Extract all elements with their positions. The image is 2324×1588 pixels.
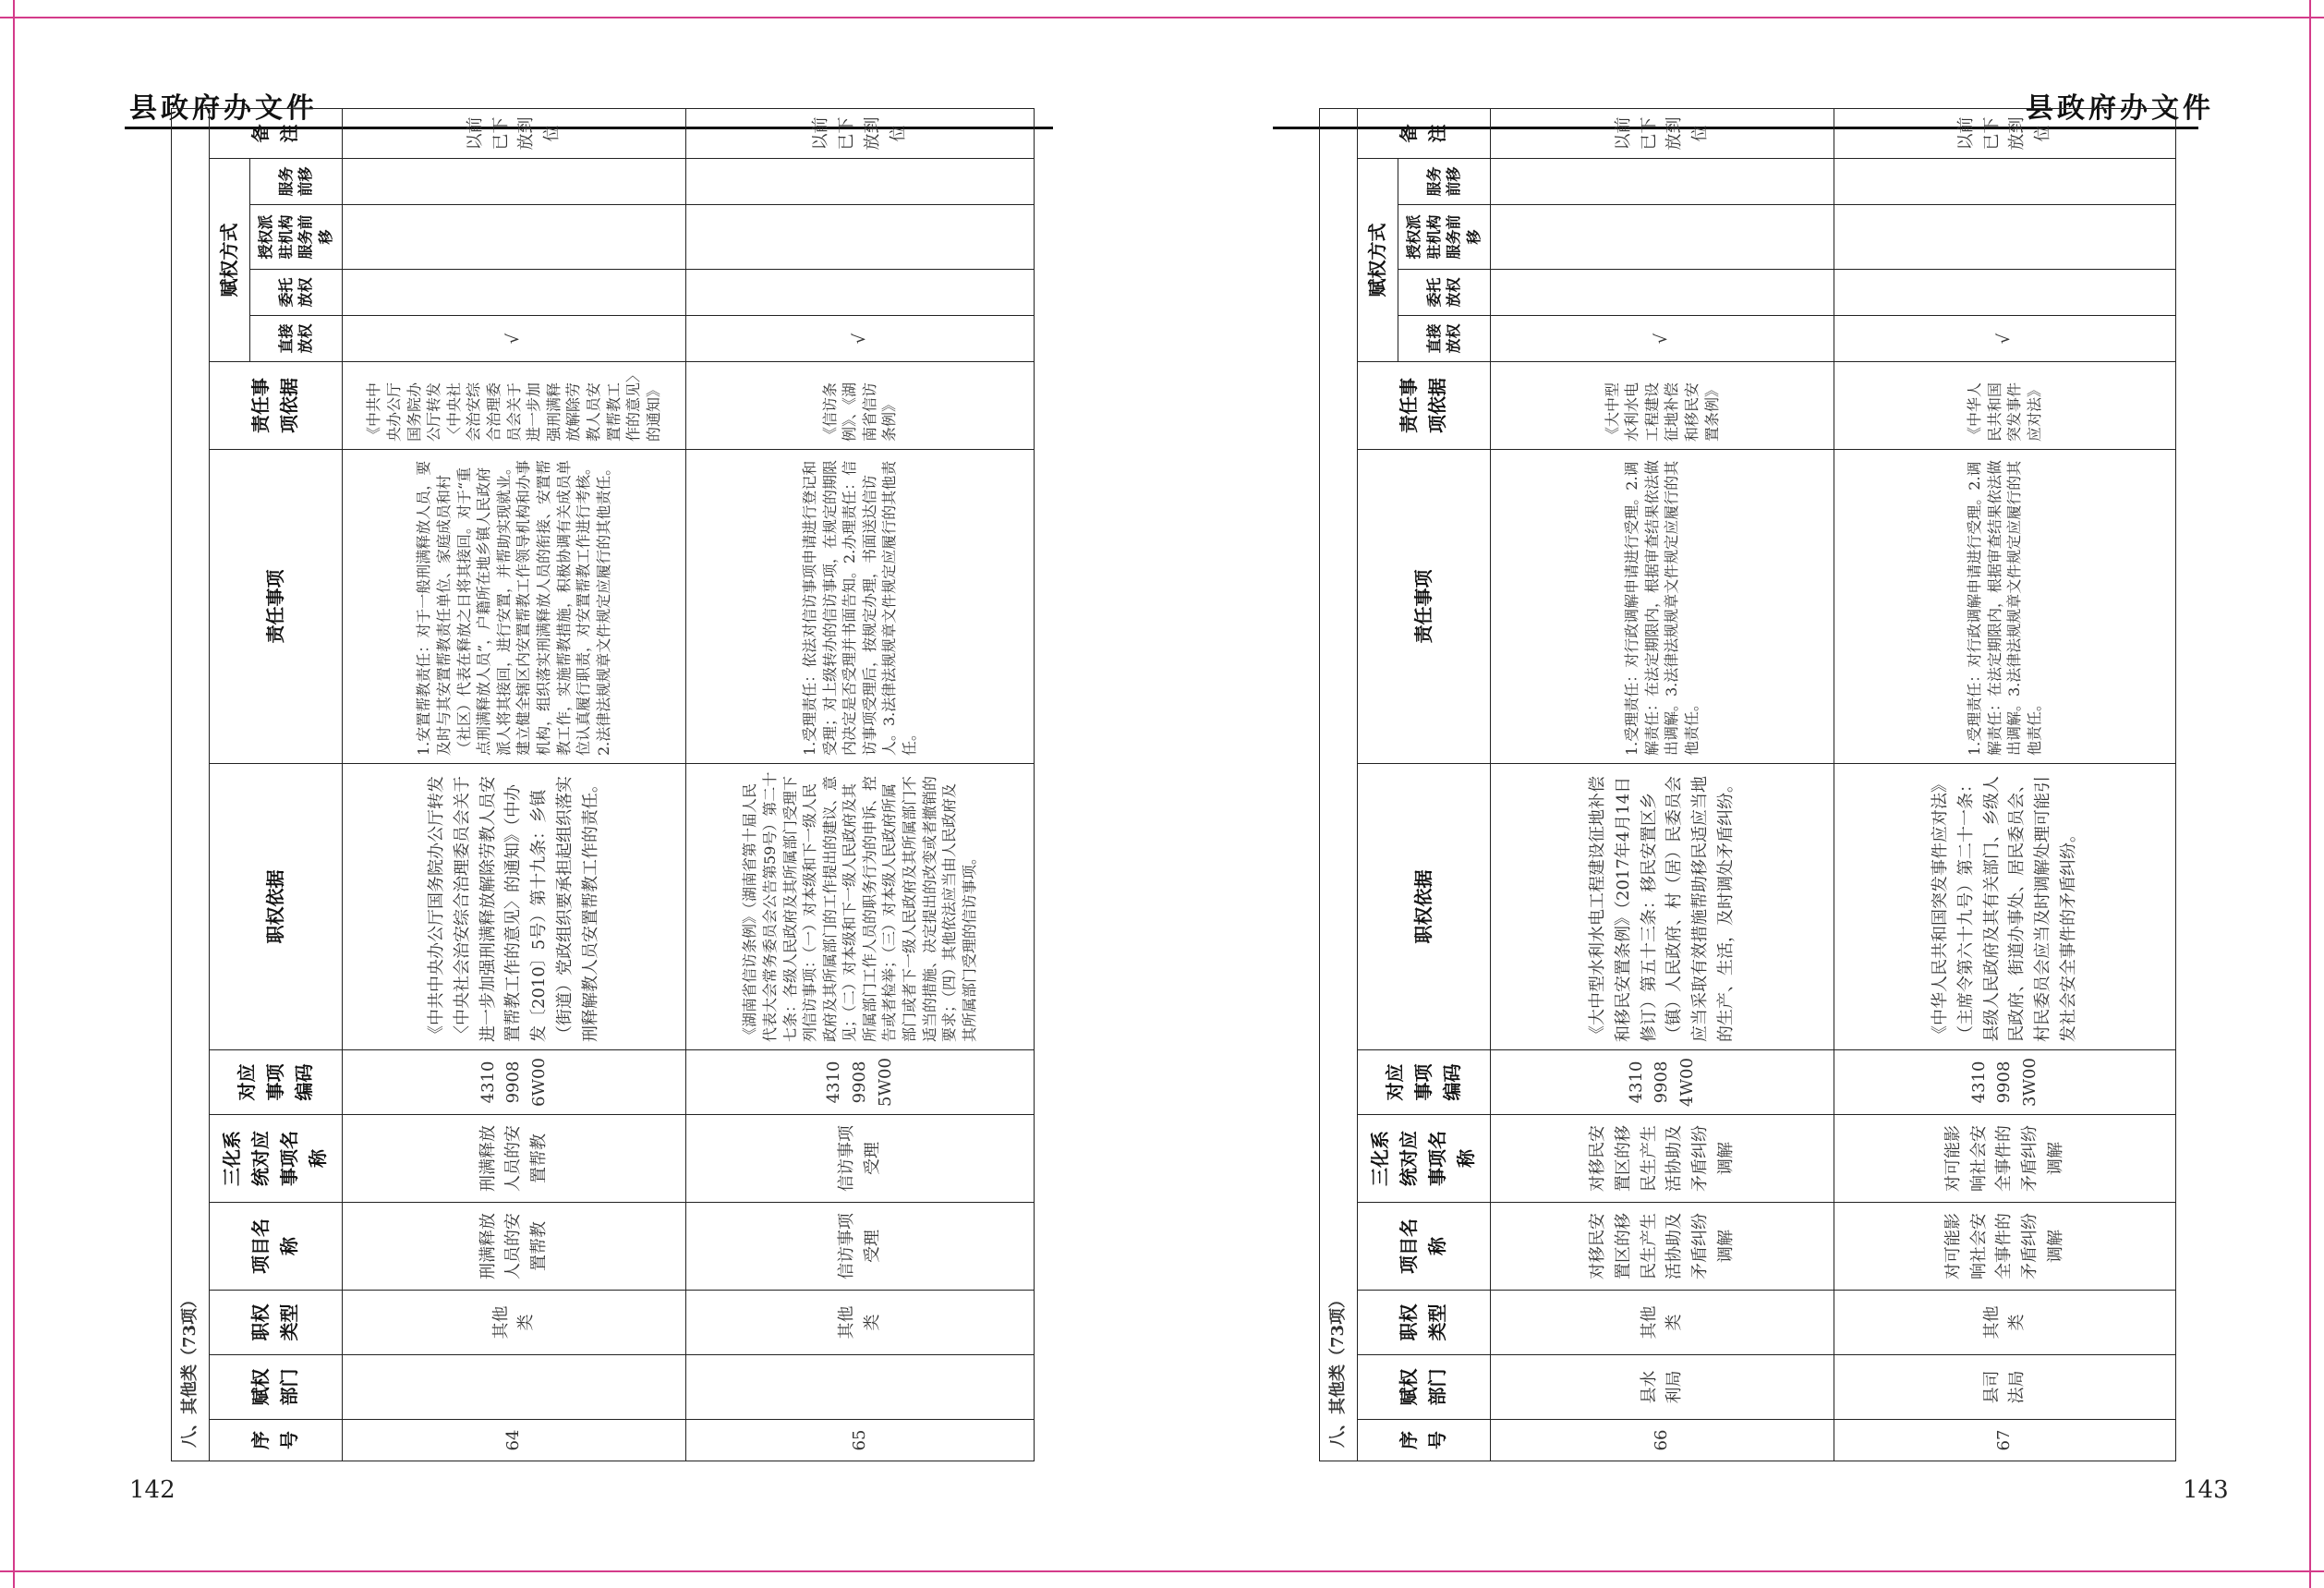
table-row (1490, 109, 1834, 1461)
section-title: 八、其他类（73项） (172, 109, 210, 1461)
row-duty: 1.受理责任：对行政调解申请进行受理。2.调解责任：在法定期限内，根据审查结果依法做出调解。3.法律法规规章文件规定应履行的其他责任。 (1490, 450, 1834, 764)
row-entrust (685, 270, 1034, 316)
col-header-entrust: 委托放权 (249, 270, 342, 316)
row-note: 以前已下放到位 (342, 109, 685, 159)
col-header-name: 项目名称 (1357, 1203, 1490, 1291)
row-direct-check: √ (1490, 316, 1834, 362)
row-duty: 1.安置帮教责任：对于一般刑满释放人员，要及时与其安置帮教责任单位、家庭成员和村（社区）代表在释放之日将其接回。对于“重点刑满释放人员”，户籍所在地乡镇人民政府派人将其接回，进行安置，并帮助实现就业。建立健全辖区内安置帮教工作领导机构和办事机构，组织落实刑满释放人员的衔接、安置帮教工作，实施帮教措施，积极协调有关成员单位认真履行职责，对安置帮教工作进行考核。2.法律法规规章文件规定应履行的其他责任。 (342, 450, 685, 764)
col-header-duty-basis: 责任事项依据 (209, 362, 342, 450)
page-number: 143 (2183, 1476, 2229, 1504)
row-basis: 《中共中央办公厅国务院办公厅转发〈中央社会治安综合治理委员会关于进一步加强刑满释放解除劳教人员安置帮教工作的意见〉的通知》（中办发〔2010〕5号）第十九条：乡镇（街道）党政组织要承担起组织落实刑释解教人员安置帮教工作的责任。 (342, 764, 685, 1050)
row-duty-basis: 《中共中央办公厅国务院办公厅转发〈中央社会治安综合治理委员会关于进一步加强刑满释放解除劳教人员安置帮教工作的意见〉的通知》 (342, 362, 685, 450)
row-basis: 《中华人民共和国突发事件应对法》（主席令第六十九号）第二十一条：县级人民政府及其有关部门、乡级人民政府、街道办事处、居民委员会、村民委员会应当及时调解处理可能引发社会安全事件的矛盾纠纷。 (1834, 764, 2175, 1050)
col-header-note: 备注 (1357, 109, 1490, 159)
row-type: 其他类 (342, 1291, 685, 1355)
row-service (342, 159, 685, 205)
row-code: 43109908 3W00 (1834, 1050, 2175, 1115)
row-name: 对可能影响社会安全事件的矛盾纠纷调解 (1834, 1203, 2175, 1291)
col-header-dept: 赋权部门 (1357, 1355, 1490, 1420)
page-right (1162, 0, 2324, 1588)
row-seq: 67 (1834, 1420, 2175, 1461)
row-basis: 《大中型水利水电工程建设征地补偿和移民安置条例》（2017年4月14日修订）第五十三条：移民安置区乡（镇）人民政府、村（居）民委员会应当采取有效措施帮助移民适应当地的生产、生活，及时调处矛盾纠纷。 (1490, 764, 1834, 1050)
col-header-basis: 职权依据 (209, 764, 342, 1050)
row-duty: 1.受理责任：依法对信访事项申请进行登记和受理；对上级转办的信访事项，在规定的期限内决定是否受理并书面告知。2.办理责任：信访事项受理后，按规定办理，书面送达信访人。3.法律法规规章文件规定应履行的其他责任。 (685, 450, 1034, 764)
row-note: 以前已下放到位 (1834, 109, 2175, 159)
col-header-sys-name: 三化系统对应事项名称 (209, 1115, 342, 1203)
row-direct-check: √ (342, 316, 685, 362)
row-type: 其他类 (1490, 1291, 1834, 1355)
row-dept (342, 1355, 685, 1420)
row-sys-name: 对移民安置区的移民生产生活协助及矛盾纠纷调解 (1490, 1115, 1834, 1203)
row-sys-name: 刑满释放人员的安置帮教 (342, 1115, 685, 1203)
row-duty: 1.受理责任：对行政调解申请进行受理。2.调解责任：在法定期限内，根据审查结果依法做出调解。3.法律法规规章文件规定应履行的其他责任。 (1834, 450, 2175, 764)
row-station (342, 205, 685, 270)
row-duty-basis: 《中华人民共和国突发事件应对法》 (1834, 362, 2175, 450)
row-code: 431099084W00 (1490, 1050, 1834, 1115)
page-number: 142 (129, 1476, 176, 1504)
authority-table (171, 108, 1035, 1461)
col-header-name: 项目名称 (209, 1203, 342, 1291)
row-entrust (1490, 270, 1834, 316)
row-code: 43109908 5W00 (685, 1050, 1034, 1115)
col-header-service: 服务前移 (249, 159, 342, 205)
row-duty-basis: 《大中型水利水电工程建设征地补偿和移民安置条例》 (1490, 362, 1834, 450)
rotated-table-wrapper (171, 116, 1009, 1461)
row-dept: 县水利局 (1490, 1355, 1834, 1420)
col-header-dept: 赋权部门 (209, 1355, 342, 1420)
row-name: 刑满释放人员的安置帮教 (342, 1203, 685, 1291)
col-header-method: 赋权方式 (209, 159, 249, 362)
row-duty-basis: 《信访条例》、《湖南省信访条例》 (685, 362, 1034, 450)
col-header-direct: 直接放权 (1398, 316, 1490, 362)
row-service (1834, 159, 2175, 205)
col-header-duty: 责任事项 (209, 450, 342, 764)
col-header-type: 职权类型 (1357, 1291, 1490, 1355)
row-sys-name: 对可能影响社会安全事件的矛盾纠纷调解 (1834, 1115, 2175, 1203)
row-note: 以前已下放到位 (685, 109, 1034, 159)
col-header-duty-basis: 责任事项依据 (1357, 362, 1490, 450)
row-dept (685, 1355, 1034, 1420)
row-name: 对移民安置区的移民生产生活协助及矛盾纠纷调解 (1490, 1203, 1834, 1291)
row-station (685, 205, 1034, 270)
col-header-code: 对应事项编码 (209, 1050, 342, 1115)
authority-table (1319, 108, 2176, 1461)
col-header-code: 对应事项编码 (1357, 1050, 1490, 1115)
section-title: 八、其他类（73项） (1320, 109, 1358, 1461)
col-header-duty: 责任事项 (1357, 450, 1490, 764)
row-entrust (1834, 270, 2175, 316)
row-sys-name: 信访事项受理 (685, 1115, 1034, 1203)
col-header-note: 备注 (209, 109, 342, 159)
col-header-seq: 序号 (1357, 1420, 1490, 1461)
table-row (685, 109, 1034, 1461)
col-header-method: 赋权方式 (1357, 159, 1398, 362)
row-direct-check: √ (1834, 316, 2175, 362)
col-header-direct: 直接放权 (249, 316, 342, 362)
col-header-seq: 序号 (209, 1420, 342, 1461)
row-dept: 县司法局 (1834, 1355, 2175, 1420)
row-service (1490, 159, 1834, 205)
row-type: 其他类 (1834, 1291, 2175, 1355)
row-station (1490, 205, 1834, 270)
col-header-entrust: 委托放权 (1398, 270, 1490, 316)
row-service (685, 159, 1034, 205)
row-direct-check: √ (685, 316, 1034, 362)
table-row (342, 109, 685, 1461)
col-header-service: 服务前移 (1398, 159, 1490, 205)
row-seq: 64 (342, 1420, 685, 1461)
row-basis: 《湖南省信访条例》（湖南省第十届人民代表大会常务委员会公告第59号）第二十七条：各级人民政府及其所属部门受理下列信访事项：（一）对本级和下一级人民政府及其所属部门的工作提出的建议、意见；（二）对本级和下一级人民政府及其所属部门工作人员的职务行为的申诉、控告或者检举；（三）对本级人民政府所属部门或者下一级人民政府及其所属部门不适当的措施、决定提出的改变或者撤销的要求；（四）其他依法应当由人民政府及其所属部门受理的信访事项。 (685, 764, 1034, 1050)
col-header-station: 授权派驻机构服务前移 (249, 205, 342, 270)
col-header-basis: 职权依据 (1357, 764, 1490, 1050)
row-seq: 66 (1490, 1420, 1834, 1461)
col-header-sys-name: 三化系统对应事项名称 (1357, 1115, 1490, 1203)
row-station (1834, 205, 2175, 270)
row-code: 431099086W00 (342, 1050, 685, 1115)
table-row (1834, 109, 2175, 1461)
page-header-title: 县政府办文件 (129, 92, 318, 125)
row-note: 以前已下放到位 (1490, 109, 1834, 159)
page-header-title: 县政府办文件 (2026, 92, 2214, 125)
row-name: 信访事项受理 (685, 1203, 1034, 1291)
row-seq: 65 (685, 1420, 1034, 1461)
rotated-table-wrapper (1319, 116, 2150, 1461)
row-type: 其他类 (685, 1291, 1034, 1355)
row-entrust (342, 270, 685, 316)
col-header-station: 授权派驻机构服务前移 (1398, 205, 1490, 270)
col-header-type: 职权类型 (209, 1291, 342, 1355)
